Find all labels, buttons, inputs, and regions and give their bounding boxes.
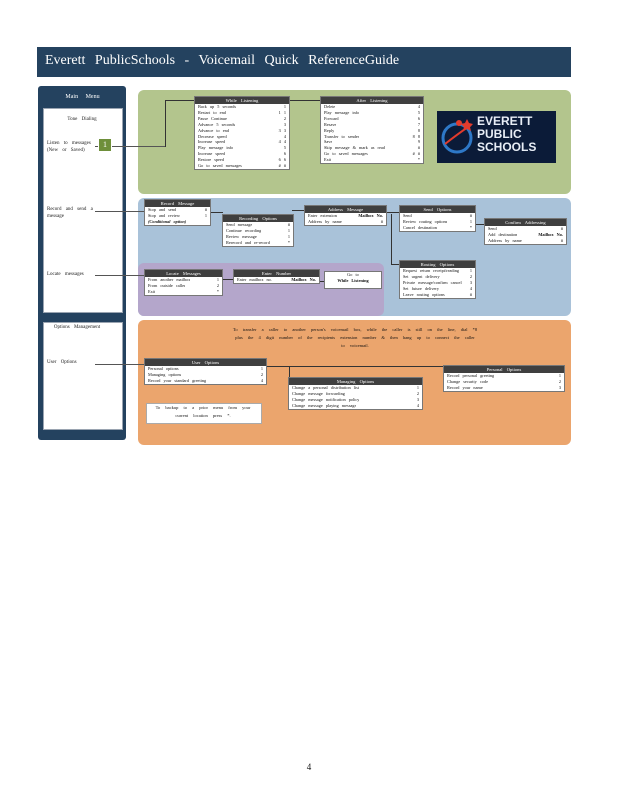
menu-row: Record personal greeting 1 [447,373,561,378]
menu-row: Private message/confirm cancel 3 [403,279,472,285]
menu-row: Review routing options 1 [403,218,472,224]
menu-row: Change message playing message 4 [292,402,419,408]
menu-row: Enter extension Mailbox No. [308,213,383,218]
menu-row: Exit * [324,157,420,163]
menu-row: Record your name 3 [447,384,561,390]
menu-title: Record Message [145,200,210,207]
menu-row: Leave routing options # [403,291,472,297]
sidebar-item-user-options[interactable]: User Options [47,360,77,365]
menu-row: Exit * [148,288,219,294]
menu-row: Back up 5 seconds 1 [198,104,286,109]
menu-personal-options [443,365,565,392]
menu-row: Go to [347,272,359,277]
menu-row: Review message 1 [226,233,290,239]
logo-line3: SCHOOLS [477,140,537,154]
connector-locate [95,275,144,276]
sidebar-item-listen[interactable]: Listen to messages (New or Saved) [47,141,91,153]
menu-title: While Listening [195,97,289,104]
menu-row: Reply 8 [324,127,420,133]
menu-recording-options [222,214,294,247]
menu-row: Delete 4 [324,104,420,109]
wire-10 [265,366,290,383]
menu-row: Continue recording 1 [226,227,290,233]
menu-record-message [144,199,211,226]
sidebar-item-record[interactable]: Record and send a message [47,207,93,219]
tone-dialing-label: Tone Dialing [67,117,97,122]
menu-enter-number [233,269,320,284]
menu-title: Routing Options [400,261,475,268]
menu-title: Address Message [305,206,386,213]
menu-row: Send message # [226,222,290,227]
connector-record [95,211,144,212]
menu-title: Locate Messages [145,270,222,277]
menu-address-message [304,205,387,226]
menu-row: Change message forwarding 2 [292,390,419,396]
menu-row: Request return receipt/reading 1 [403,268,472,273]
menu-row: Play message info 5 [324,109,420,115]
options-management-label: Options Management [53,325,101,330]
menu-title: Managing Options [289,378,422,385]
menu-row: Rerecord and re-record * [226,239,290,245]
options-box [43,322,123,430]
menu-confirm-addressing [484,218,567,245]
wire-2 [288,100,320,101]
menu-row: Address by name # [488,237,563,243]
menu-row: Personal options 1 [148,366,263,371]
menu-row: Play message info 5 [198,145,286,151]
menu-title: User Options [145,359,266,366]
menu-row: Stop and send # [148,207,207,212]
menu-title: Enter Number [234,270,319,277]
menu-title: Personal Options [444,366,564,373]
wire-4 [292,210,304,211]
menu-row: Set future delivery 4 [403,285,472,291]
menu-row: Add destination Mailbox No. [488,231,563,237]
menu-row: Set urgent delivery 2 [403,273,472,279]
menu-row: Go to saved messages # # [324,151,420,157]
menu-locate-messages [144,269,223,296]
logo-line2: PUBLIC [477,127,522,141]
menu-while-listening [194,96,290,170]
menu-row: Change message notification policy 3 [292,396,419,402]
menu-row: Address by name # [308,218,383,224]
menu-row: Decrease speed 4 [198,133,286,139]
everett-schools-logo [437,111,556,163]
menu-title: Send Options [400,206,475,213]
menu-row: Forward 6 [324,115,420,121]
wire-5 [385,212,399,213]
menu-row: Restart to end 1 1 [198,109,286,115]
menu-title: Confirm Addressing [485,219,566,226]
menu-row: Skip message & mark as read # [324,145,420,151]
menu-row: Change a personal distribution list 1 [292,385,419,390]
menu-row: Resave 7 [324,121,420,127]
menu-managing-options [288,377,423,410]
menu-row: Stop and review 1 [148,212,207,218]
transfer-note: To transfer a caller to another person's voicemail box, while the caller is still on the line, dial *8 plus the 4 digit number of the recipients extension number & then hang up to connect the caller to voicemail. [232,327,478,348]
wire-1 [165,100,194,147]
page-number: 4 [306,762,312,772]
menu-footnote: (Conditional option) [148,218,187,224]
menu-title: Recording Options [223,215,293,222]
menu-row: Restore speed 6 6 [198,157,286,163]
menu-after-listening [320,96,424,164]
menu-row: Cancel destination * [403,224,472,230]
backup-note: To backup to a prior menu from your current location press *. [155,405,251,418]
menu-row: Advance to end 3 3 [198,127,286,133]
menu-row: Enter mailbox no. Mailbox No. [237,277,316,282]
connector-options [95,364,144,365]
logo-line1: EVERETT [477,114,533,128]
page-title: Everett PublicSchools - Voicemail Quick ReferenceGuide [45,53,400,68]
menu-row: From outside caller 2 [148,282,219,288]
menu-row: Send # [403,213,472,218]
menu-row: Save 9 [324,139,420,145]
menu-row: Increase speed 4 4 [198,139,286,145]
step-badge: 1 [98,138,112,152]
menu-send-options [399,205,476,232]
menu-row: Pause Continue 2 [198,115,286,121]
menu-row: Transfer to sender 8 8 [324,133,420,139]
menu-row: While Listening [337,277,369,283]
menu-row: From another mailbox 1 [148,277,219,282]
menu-row: Go to saved messages # # [198,163,286,169]
sidebar-item-locate[interactable]: Locate messages [47,272,84,277]
goto-while-listening [324,271,382,289]
wire-11 [265,366,443,367]
menu-row: Send # [488,226,563,231]
menu-row: Change security code 2 [447,378,561,384]
menu-row: Advance 5 seconds 3 [198,121,286,127]
menu-row: Increase speed 6 [198,151,286,157]
menu-row: Record your standard greeting 4 [148,377,263,383]
menu-user-options [144,358,267,385]
menu-row: Managing options 2 [148,371,263,377]
menu-title: After Listening [321,97,423,104]
menu-routing-options [399,260,476,299]
main-menu-label: Main Menu [65,94,100,100]
